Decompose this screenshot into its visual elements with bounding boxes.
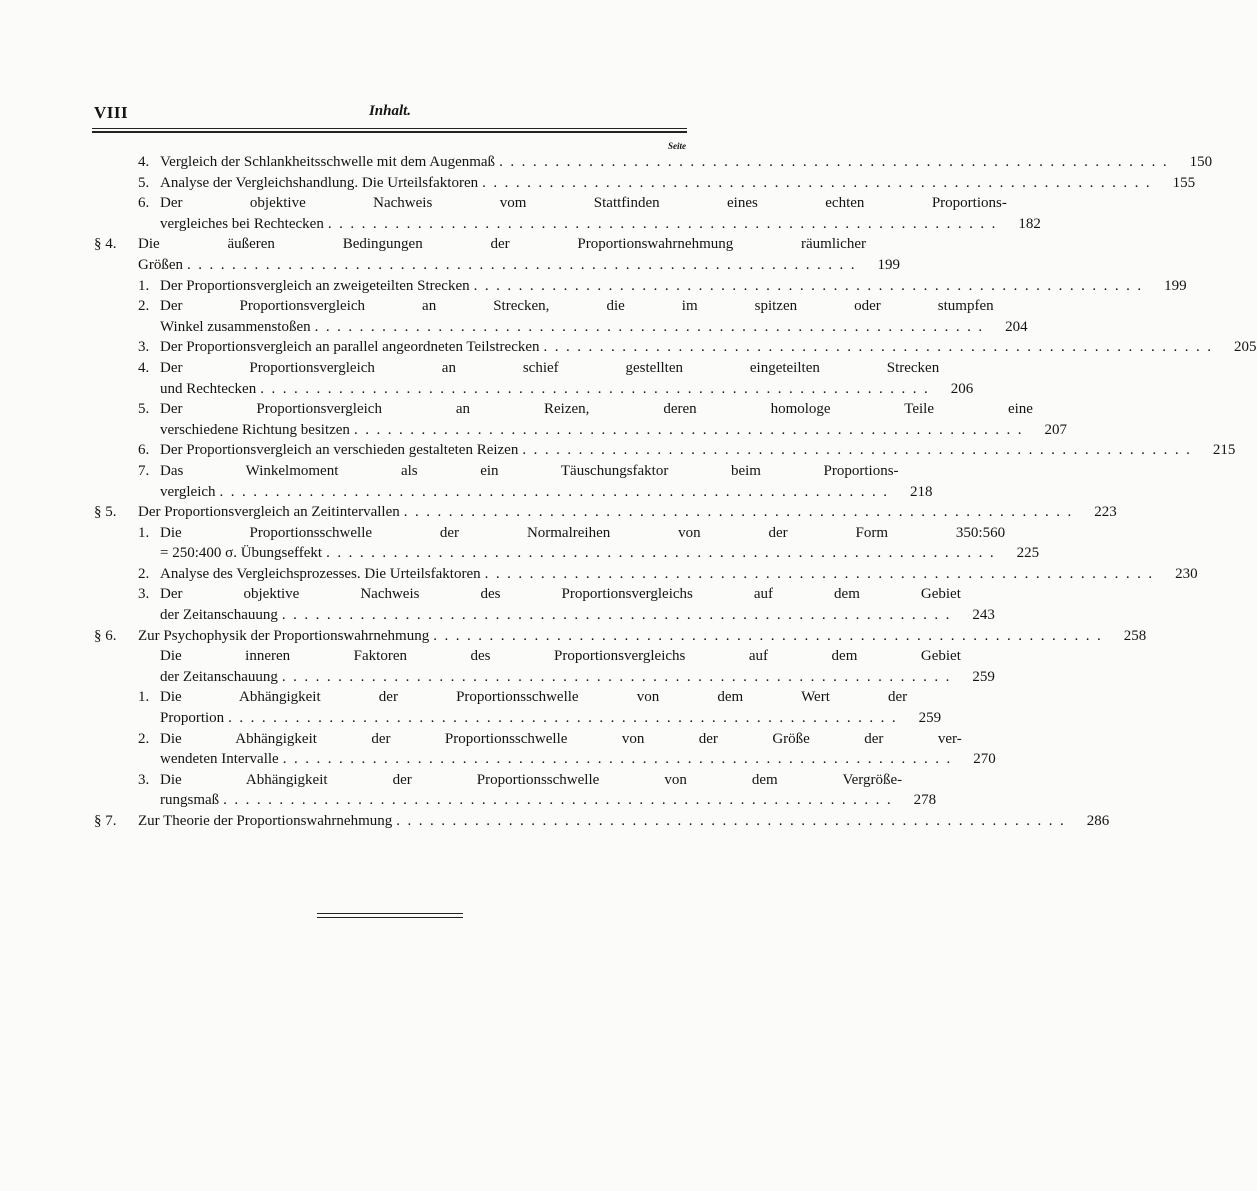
toc-entry [94, 729, 996, 770]
dot-leader: ............................................................ [353, 421, 1029, 438]
toc-item-number: 1. [138, 277, 150, 294]
toc-page-number: 218 [910, 483, 933, 500]
toc-entry-title: Die Abhängigkeit der Proportionsschwelle von der Größe der ver- [160, 730, 962, 747]
dot-leader: ............................................................ [187, 256, 862, 273]
toc-item-number: 3. [138, 771, 150, 788]
page-header [94, 103, 686, 127]
toc-item-number: 2. [138, 565, 150, 582]
toc-section-mark: § 4. [94, 236, 117, 253]
dot-leader: ............................................................ [223, 792, 899, 809]
toc-entry-title: der Zeitanschauung [160, 607, 278, 624]
toc-entry-title: Das Winkelmoment als ein Täuschungsfaktor beim Proportions- [160, 462, 899, 479]
toc-entry-title: vergleiches bei Rechtecken [160, 215, 324, 232]
toc-page-number: 223 [1094, 504, 1117, 521]
toc-item-number: 5. [138, 174, 150, 191]
toc-section-mark [94, 173, 138, 194]
toc-item-number: 6. [138, 442, 150, 459]
toc-entry-title: Die Abhängigkeit der Proportionsschwelle von dem Vergröße- [160, 771, 903, 788]
toc-section-mark [94, 399, 138, 440]
dot-leader: ............................................................ [482, 174, 1158, 191]
dot-leader: ............................................................ [499, 154, 1175, 170]
toc-entry-title: rungsmaß [160, 792, 220, 809]
table-of-contents [94, 152, 1257, 832]
toc-page-number: 205 [1234, 339, 1257, 356]
toc-entry-title: Die Abhängigkeit der Proportionsschwelle von dem Wert der [160, 689, 908, 706]
toc-entry-title: der Zeitanschauung [160, 668, 278, 685]
toc-section-mark [94, 584, 138, 625]
toc-section-mark [94, 296, 138, 337]
toc-entry [94, 440, 1236, 461]
toc-entry [94, 152, 1213, 173]
toc-entry [94, 523, 1040, 564]
toc-entry [94, 193, 1041, 234]
toc-page-number: 207 [1044, 421, 1067, 438]
toc-entry [94, 234, 900, 275]
toc-entry-title: Größen [138, 256, 183, 273]
toc-section-mark [94, 152, 138, 173]
toc-section-mark [94, 337, 138, 358]
toc-entry [94, 811, 1110, 832]
toc-entry-title: Die Proportionsschwelle der Normalreihen von der Form 350:560 [160, 524, 1006, 541]
toc-entry-title: Der Proportionsvergleich an Reizen, deren homologe Teile eine [160, 401, 1033, 418]
dot-leader: ............................................................ [281, 607, 957, 624]
end-rule-double [317, 917, 463, 918]
toc-entry [94, 687, 942, 728]
toc-page-number: 243 [972, 607, 995, 624]
toc-entry [94, 399, 1067, 440]
toc-page-number: 182 [1018, 215, 1041, 232]
end-rule [317, 913, 463, 914]
toc-entry [94, 502, 1117, 523]
toc-entry-title: Zur Theorie der Proportionswahrnehmung [138, 813, 393, 829]
toc-item-number: 3. [138, 339, 150, 356]
toc-item-number: 1. [138, 524, 150, 541]
toc-section-mark [94, 276, 138, 297]
toc-entry-title: Der Proportionsvergleich an zweigeteilten Strecken [160, 277, 470, 294]
dot-leader: ............................................................ [543, 339, 1219, 356]
dot-leader: ............................................................ [219, 483, 895, 500]
toc-item-number: 5. [138, 401, 150, 418]
toc-item-number [138, 646, 160, 687]
dot-leader: ............................................................ [473, 277, 1149, 294]
toc-entry-title: Der objektive Nachweis vom Stattfinden eines echten Proportions- [160, 195, 1007, 212]
toc-entry-title: vergleich [160, 483, 216, 500]
toc-entry-title: Analyse des Vergleichsprozesses. Die Urteilsfaktoren [160, 565, 481, 582]
dot-leader: ............................................................ [484, 565, 1160, 582]
dot-leader: ............................................................ [228, 710, 904, 727]
dot-leader: ............................................................ [282, 751, 958, 768]
toc-entry-title: Die inneren Faktoren des Proportionsvergleichs auf dem Gebiet [160, 648, 961, 665]
toc-entry [94, 296, 1028, 337]
toc-section-mark: § 5. [94, 504, 117, 521]
toc-item-number: 1. [138, 689, 150, 706]
toc-page-number: 286 [1086, 813, 1110, 829]
toc-section-mark: § 7. [94, 813, 117, 829]
toc-entry-title: Der Proportionsvergleich an schief gestellten eingeteilten Strecken [160, 359, 940, 376]
toc-entry [94, 461, 933, 502]
toc-page-number: 204 [1005, 318, 1028, 335]
toc-entry-title: Der Proportionsvergleich an Strecken, die im spitzen oder stumpfen [160, 298, 994, 315]
toc-entry-title: Winkel zusammenstoßen [160, 318, 311, 335]
running-title: Inhalt. [368, 103, 412, 119]
toc-entry-title: verschiedene Richtung besitzen [160, 421, 350, 438]
toc-entry-title: Der Proportionsvergleich an parallel angeordneten Teilstrecken [160, 339, 540, 356]
toc-page-number: 270 [973, 751, 996, 768]
header-rule-double [92, 131, 687, 133]
dot-leader: ............................................................ [327, 215, 1003, 232]
toc-entry [94, 646, 995, 687]
toc-entry-title: Der Proportionsvergleich an Zeitintervallen [138, 504, 400, 521]
toc-entry-title: Analyse der Vergleichshandlung. Die Urteilsfaktoren [160, 174, 479, 191]
toc-section-mark [94, 461, 138, 502]
page-column-label: Seite [668, 141, 686, 151]
toc-page-number: 199 [877, 256, 900, 273]
toc-entry [94, 337, 1257, 358]
toc-page-number: 259 [972, 668, 995, 685]
toc-entry-title: wendeten Intervalle [160, 751, 279, 768]
dot-leader: ............................................................ [403, 504, 1079, 521]
toc-page-number: 215 [1212, 442, 1236, 459]
toc-item-number: 6. [138, 195, 150, 212]
dot-leader: ............................................................ [522, 442, 1198, 459]
toc-page-number: 155 [1172, 174, 1196, 191]
toc-entry [94, 584, 995, 625]
toc-item-number: 3. [138, 586, 150, 603]
toc-page-number: 230 [1175, 565, 1198, 582]
dot-leader: ............................................................ [314, 318, 990, 335]
dot-leader: ............................................................ [396, 813, 1072, 829]
toc-section-mark [94, 358, 138, 399]
toc-entry [94, 626, 1147, 647]
toc-page-number: 225 [1016, 545, 1040, 562]
toc-section-mark [94, 770, 138, 811]
toc-page-number: 150 [1189, 154, 1213, 170]
toc-section-mark [94, 440, 138, 461]
toc-entry [94, 173, 1196, 194]
toc-item-number: 4. [138, 359, 150, 376]
dot-leader: ............................................................ [326, 545, 1002, 562]
toc-section-mark [94, 687, 138, 728]
toc-section-mark [94, 523, 138, 564]
toc-section-mark: § 6. [94, 627, 117, 644]
toc-entry-title: Zur Psychophysik der Proportionswahrnehmung [138, 627, 430, 644]
toc-entry [94, 770, 937, 811]
toc-item-number: 4. [138, 154, 150, 170]
toc-section-mark [94, 564, 138, 585]
page-number: VIII [94, 103, 129, 122]
toc-entry-title: = 250:400 σ. Übungseffekt [160, 545, 323, 562]
toc-page-number: 259 [918, 710, 942, 727]
dot-leader: ............................................................ [281, 668, 957, 685]
toc-page-number: 278 [913, 792, 937, 809]
toc-entry-title: Der Proportionsvergleich an verschieden gestalteten Reizen [160, 442, 519, 459]
toc-entry-title: Die äußeren Bedingungen der Proportionswahrnehmung räumlicher [138, 236, 866, 253]
toc-page-number: 206 [950, 380, 974, 397]
toc-entry [94, 276, 1187, 297]
toc-page-number: 199 [1164, 277, 1187, 294]
toc-item-number: 7. [138, 462, 150, 479]
toc-section-mark [94, 193, 138, 234]
dot-leader: ............................................................ [260, 380, 936, 397]
header-rule [92, 128, 687, 129]
toc-entry-title: und Rechtecken [160, 380, 257, 397]
toc-item-number: 2. [138, 298, 150, 315]
toc-entry [94, 358, 974, 399]
dot-leader: ............................................................ [433, 627, 1109, 644]
toc-entry-title: Proportion [160, 710, 225, 727]
toc-page-number: 258 [1123, 627, 1147, 644]
toc-entry-title: Vergleich der Schlankheitsschwelle mit dem Augenmaß [160, 154, 496, 170]
toc-entry-title: Der objektive Nachweis des Proportionsvergleichs auf dem Gebiet [160, 586, 961, 603]
toc-section-mark [94, 646, 138, 687]
toc-section-mark [94, 729, 138, 770]
toc-entry [94, 564, 1198, 585]
toc-item-number: 2. [138, 730, 150, 747]
